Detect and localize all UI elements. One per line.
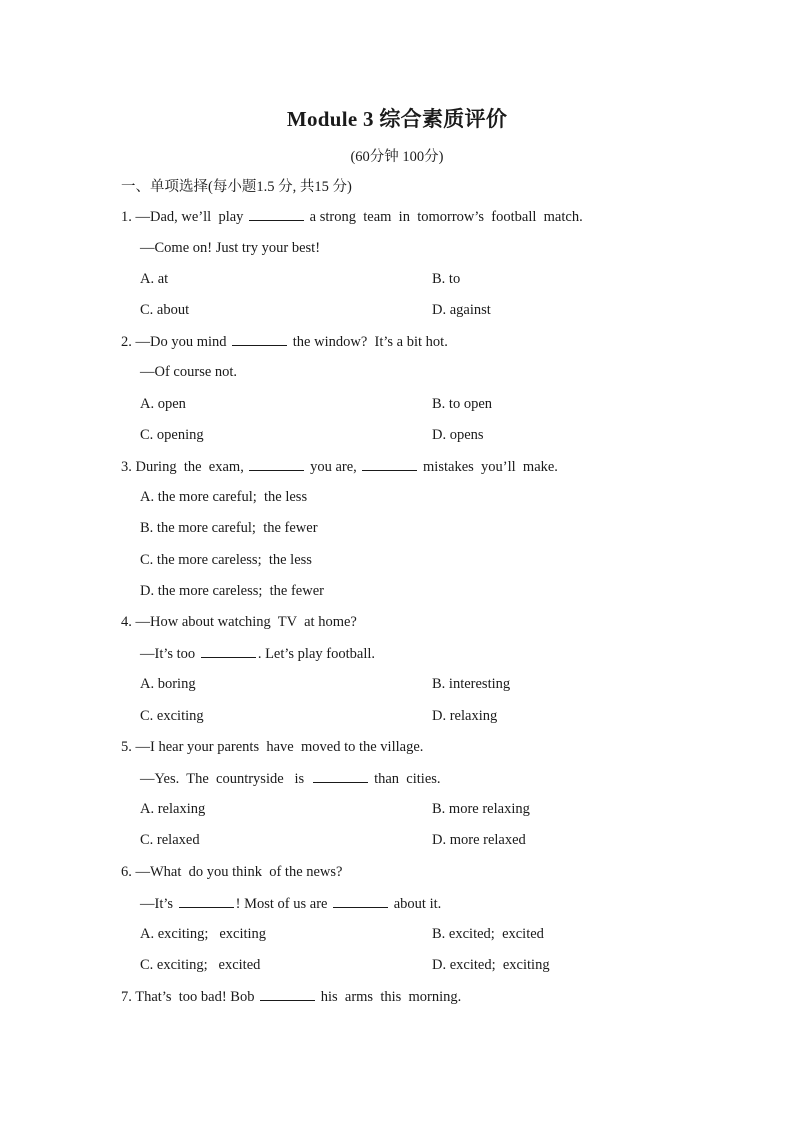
reply-text: than cities. [370,771,441,787]
question-5-stem [121,738,423,756]
question-number: 5. [121,739,136,755]
answer-blank [333,894,388,908]
question-5-option-a: A. relaxing [140,801,206,817]
stem-text: —Do you mind [135,334,231,350]
stem-text: That’s too bad! Bob [135,989,259,1005]
section-heading: 一、单项选择(每小题1.5 分, 共15 分) [121,179,352,195]
answer-blank [362,457,417,471]
question-5-option-c: C. relaxed [140,832,200,848]
question-number: 1. [121,209,136,225]
answer-blank [313,769,368,783]
question-4-stem [121,613,357,631]
reply-text: —Yes. The countryside is [140,771,312,787]
question-1-reply: —Come on! Just try your best! [140,240,321,256]
stem-text: the window? It’s a bit hot. [289,334,448,350]
question-6-option-c: C. exciting; excited [140,957,261,973]
page-title: Module 3 综合素质评价 [286,107,508,131]
stem-text: his arms this morning. [317,989,462,1005]
question-4-option-a: A. boring [140,676,196,692]
question-3-option-b: B. the more careful; the fewer [140,520,318,536]
reply-text: —It’s too [140,646,199,662]
question-5-option-d: D. more relaxed [432,832,526,848]
answer-blank [179,894,234,908]
question-6-option-d: D. excited; exciting [432,957,550,973]
question-2-stem [121,332,448,351]
answer-blank [232,332,287,346]
answer-blank [260,987,315,1001]
question-6-reply [140,894,441,913]
stem-text: you are, [306,459,361,475]
question-2-reply: —Of course not. [140,364,238,380]
question-2-option-a: A. open [140,396,186,412]
stem-text: During the exam, [135,459,248,475]
question-1-option-d: D. against [432,302,491,318]
question-2-option-d: D. opens [432,427,484,443]
question-1-option-c: C. about [140,302,190,318]
stem-text: a strong team in tomorrow’s football match. [306,209,583,225]
stem-text: —How about watching TV at home? [135,614,357,630]
reply-text: —It’s [140,896,177,912]
question-5-reply [140,769,441,788]
question-4-option-c: C. exciting [140,708,204,724]
question-number: 6. [121,864,136,880]
question-2-option-c: C. opening [140,427,204,443]
question-3-option-c: C. the more careless; the less [140,552,312,568]
stem-text: —What do you think of the news? [135,864,343,880]
question-6-stem [121,863,343,881]
question-6-option-a: A. exciting; exciting [140,926,267,942]
reply-text: . Let’s play football. [257,646,375,662]
question-6-option-b: B. excited; excited [432,926,544,942]
question-2-option-b: B. to open [432,396,493,412]
reply-text: ! Most of us are [235,896,332,912]
question-4-option-d: D. relaxing [432,708,498,724]
question-7-stem [121,987,461,1006]
question-number: 3. [121,459,136,475]
question-4-option-b: B. interesting [432,676,511,692]
question-3-stem [121,457,558,476]
stem-text: mistakes you’ll make. [419,459,558,475]
question-3-option-a: A. the more careful; the less [140,489,308,505]
stem-text: —Dad, we’ll play [135,209,248,225]
question-1-option-b: B. to [432,271,461,287]
question-3-option-d: D. the more careless; the fewer [140,583,324,599]
question-4-reply [140,644,375,663]
answer-blank [249,457,304,471]
stem-text: —I hear your parents have moved to the village. [135,739,424,755]
reply-text: about it. [390,896,442,912]
question-number: 7. [121,989,136,1005]
question-number: 4. [121,614,136,630]
question-1-option-a: A. at [140,271,169,287]
question-number: 2. [121,334,136,350]
question-1-stem [121,207,583,226]
time-score-info: (60分钟 100分) [350,149,444,165]
answer-blank [249,207,304,221]
question-5-option-b: B. more relaxing [432,801,530,817]
answer-blank [201,644,256,658]
